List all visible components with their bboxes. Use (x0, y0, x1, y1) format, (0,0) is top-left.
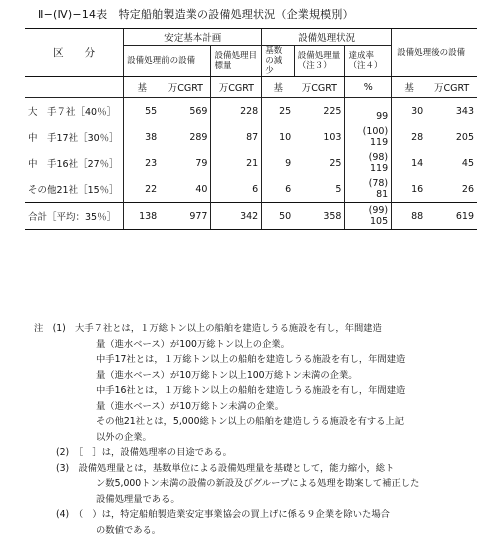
row-label: 大 手７社［40％］ (25, 98, 124, 125)
table-cell: 45 (426, 150, 477, 176)
table-row (25, 176, 477, 203)
rate-value: 119 (348, 163, 388, 174)
table-cell: 79 (160, 150, 211, 176)
header-plan-capacity: 設備処理前の設備 (124, 46, 211, 77)
rate-value: 105 (348, 216, 388, 227)
table-cell: 205 (426, 124, 477, 150)
table-cell: 289 (160, 124, 211, 150)
table-cell: 88 (392, 203, 427, 230)
table-cell: 5 (294, 176, 345, 203)
rate-excl (348, 100, 388, 111)
unit-cell: 万CGRT (160, 77, 211, 98)
table-cell: 138 (124, 203, 161, 230)
unit-cell: 基 (124, 77, 161, 98)
table-cell: 38 (124, 124, 161, 150)
note-line: 量（進水ベース）が10万総トン以上100万総トン未満の企業。 (34, 368, 474, 384)
rate-value: 119 (348, 137, 388, 148)
rate-excl: (98) (348, 152, 388, 163)
table-cell: 28 (392, 124, 427, 150)
table-cell: 23 (124, 150, 161, 176)
table-cell: 342 (211, 203, 262, 230)
note-line: 以外の企業。 (34, 430, 474, 446)
row-label: 合計［平均：35％］ (25, 203, 124, 230)
total-row (25, 203, 477, 230)
note-line: の数値である。 (34, 523, 474, 538)
row-label: 中 手16社［27％］ (25, 150, 124, 176)
table-cell: 25 (262, 98, 294, 125)
note-line: その他21社とは，5,000総トン以上の船舶を建造しうる施設を有する上記 (34, 414, 474, 430)
note-line: 量（進水ベース）が100万総トン以上の企業。 (34, 337, 474, 353)
table-cell: 9 (262, 150, 294, 176)
header-after: 設備処理後の設備 (392, 29, 477, 77)
unit-cell: 万CGRT (426, 77, 477, 98)
table-cell: 10 (262, 124, 294, 150)
table-cell: 87 (211, 124, 262, 150)
table-title: Ⅱ−(Ⅳ)−14表 特定船舶製造業の設備処理状況（企業規模別） (38, 6, 354, 22)
table-cell: 16 (392, 176, 427, 203)
unit-cell: 基 (262, 77, 294, 98)
header-plan: 安定基本計画 (124, 29, 262, 46)
table-cell: 225 (294, 98, 345, 125)
header-status: 設備処理状況 (262, 29, 392, 46)
table-cell: 977 (160, 203, 211, 230)
table-cell (345, 150, 392, 176)
table-cell: 358 (294, 203, 345, 230)
row-label: 中 手17社［30％］ (25, 124, 124, 150)
table-cell: 14 (392, 150, 427, 176)
note-line: (4) （ ）は，特定船舶製造業安定事業協会の買上げに係る９企業を除いた場合 (34, 507, 474, 523)
table-row (25, 150, 477, 176)
table-cell: 228 (211, 98, 262, 125)
unit-cell: 基 (392, 77, 427, 98)
table-cell: 30 (392, 98, 427, 125)
table-cell: 40 (160, 176, 211, 203)
row-label: その他21社［15％］ (25, 176, 124, 203)
rate-value: 99 (348, 111, 388, 122)
table-cell: 22 (124, 176, 161, 203)
header-status-rate: 達成率（注４） (345, 46, 392, 77)
rate-excl: (100) (348, 126, 388, 137)
header-plan-target: 設備処理目標量 (211, 46, 262, 77)
header-status-reduce: 基数の減少 (262, 46, 294, 77)
table-cell: 569 (160, 98, 211, 125)
rate-excl: (78) (348, 178, 388, 189)
data-table (25, 28, 477, 230)
note-line: 中手17社とは，１万総トン以上の船舶を建造しうる施設を有し，年間建造 (34, 352, 474, 368)
unit-row (25, 77, 477, 98)
note-line: 注 (1) 大手７社とは，１万総トン以上の船舶を建造しうる施設を有し，年間建造 (34, 321, 474, 337)
table-cell: 55 (124, 98, 161, 125)
table-cell: 343 (426, 98, 477, 125)
table-row (25, 124, 477, 150)
table-cell: 25 (294, 150, 345, 176)
note-line: ン数5,000トン未満の設備の新設及びグループによる処理を勘案して補正した (34, 476, 474, 492)
header-status-amount: 設備処理量（注３） (294, 46, 345, 77)
table-cell: 6 (262, 176, 294, 203)
table-cell: 619 (426, 203, 477, 230)
note-line: 設備処理量である。 (34, 492, 474, 508)
table-cell: 21 (211, 150, 262, 176)
table-cell: 26 (426, 176, 477, 203)
rate-value: 81 (348, 189, 388, 200)
table-cell: 50 (262, 203, 294, 230)
table-cell (345, 176, 392, 203)
note-line: (3) 設備処理量とは，基数単位による設備処理量を基礎として，能力縮小，総ト (34, 461, 474, 477)
rate-excl: (99) (348, 205, 388, 216)
table-cell (345, 203, 392, 230)
unit-cell: 万CGRT (211, 77, 262, 98)
table-cell: 103 (294, 124, 345, 150)
table-cell (345, 98, 392, 125)
unit-cell: % (345, 77, 392, 98)
notes (34, 321, 474, 538)
table-cell: 6 (211, 176, 262, 203)
note-line: 量（進水ベース）が10万総トン未満の企業。 (34, 399, 474, 415)
header-kubun: 区 分 (25, 29, 124, 77)
unit-cell: 万CGRT (294, 77, 345, 98)
table-row (25, 98, 477, 125)
table-cell (345, 124, 392, 150)
note-line: 中手16社とは，１万総トン以上の船舶を建造しうる施設を有し，年間建造 (34, 383, 474, 399)
note-line: (2) ［ ］は，設備処理率の目途である。 (34, 445, 474, 461)
